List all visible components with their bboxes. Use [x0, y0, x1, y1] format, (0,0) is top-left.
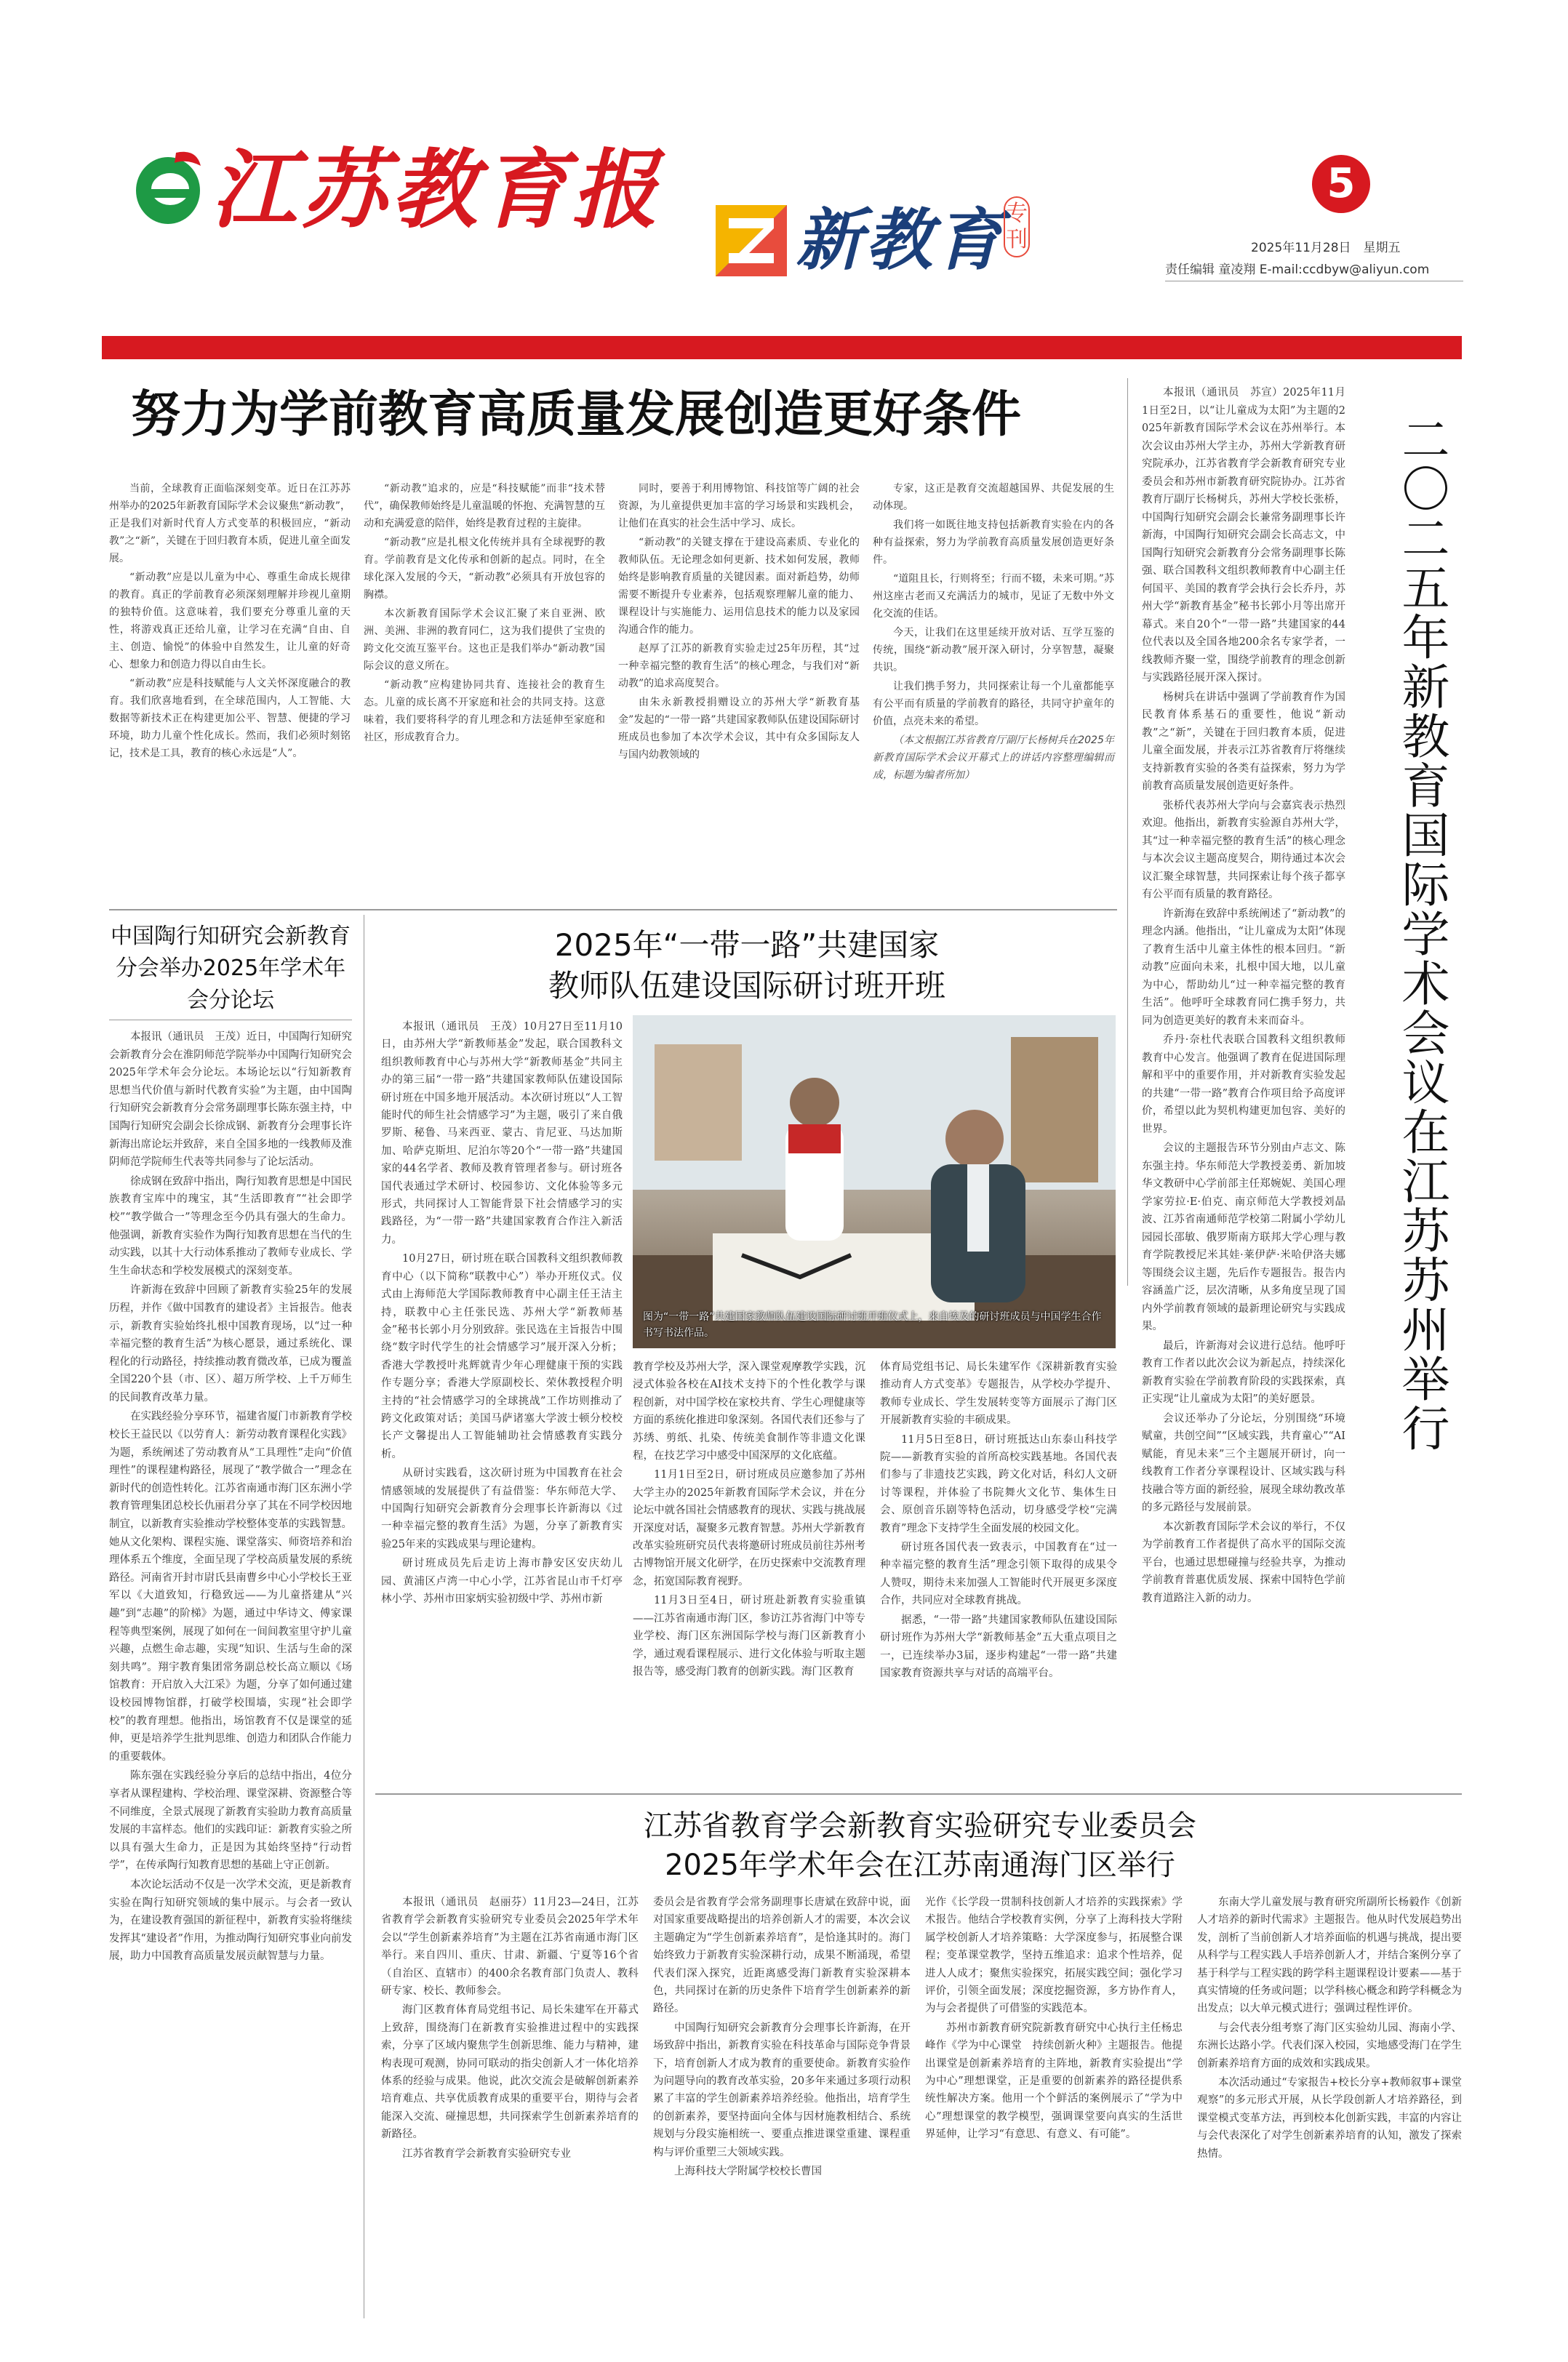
haimen-column-2: [653, 1894, 911, 2182]
haimen-headline-line2: 2025年学术年会在江苏南通海门区举行: [665, 1849, 1175, 1882]
belt-p5: 教育学校及苏州大学，深入课堂观摩教学实践，沉浸式体验各校在AI技术支持下的个性化教学与课程创新，对中国学校在家校共育、学生心理健康等方面的系统化推进印象深刻。各国代表们还参与了苏绣、剪纸、扎染、传统美食制作等非遗文化课程，在技艺学习中感受中国深厚的文化底蕴。: [633, 1361, 865, 1462]
belt-photo-illustration: [633, 1015, 1116, 1348]
forum-p2: 徐成钢在致辞中指出，陶行知教育思想是中国民族教育宝库中的瑰宝，其“生活即教育”“社会即学校”“教学做合一”等理念至今仍具有强大的生命力。他强调，新教育实验作为陶行知教育思想在当代的生动实践，以其十大行动体系推动了教师专业成长、学生生命状态和学校发展模式的深刻变革。: [109, 1175, 352, 1277]
e-logo-icon: [132, 147, 204, 228]
divider-lead-bottom: [109, 909, 1117, 910]
belt-column-3: [880, 1358, 1128, 1684]
haimen-c4-p1: 东南大学儿童发展与教育研究所副所长杨毅作《创新人才培养的新时代需求》主题报告。他从时代发展趋势出发，剖析了当前创新人才培养面临的机遇与挑战，提出要从科学与工程实践人手培养创新人才，并结合案例分享了基于科学与工程实践的跨学科主题课程设计要素——基于真实情境的任务或问题；以学科核心概念和跨学科概念为出发点；以大单元模式进行；强调过程性评价。: [1197, 1897, 1462, 2015]
lead-c4-p5: 让我们携手努力，共同探索让每一个儿童都能享有公平而有质量的学前教育的路径，共同守护童年的价值，点亮未来的希望。: [873, 681, 1114, 727]
lead-editor-note: （本文根据江苏省教育厅副厅长杨树兵在2025年新教育国际学术会议开幕式上的讲话内容整理编辑而成，标题为编者所加）: [873, 734, 1114, 781]
meeting-p4: 许新海在致辞中系统阐述了“新动教”的理念内涵。他指出，“让儿童成为太阳”体现了教育生活中儿童主体性的根本回归。“新动教”应面向未来，扎根中国大地，以儿童为中心，帮助幼儿“过一种幸福完整的教育生活”。他呼吁全球教育同仁携手努力，共同为创造更美好的教育未来而奋斗。: [1142, 908, 1345, 1027]
lead-c4-p2: 我们将一如既往地支持包括新教育实验在内的各种有益探索，努力为学前教育高质量发展创造更好条件。: [873, 519, 1114, 566]
belt-headline-line1: 2025年“一带一路”共建国家: [554, 927, 940, 963]
lead-c2-p4: “新动教”应构建协同共育、连接社会的教育生态。儿童的成长离不开家庭和社会的共同支持。这意味着，我们要将科学的育儿理念和方法延伸至家庭和社区，形成教育合力。: [364, 679, 605, 743]
lead-column-3: [618, 480, 860, 765]
belt-p10: 研讨班各国代表一致表示，中国教育在“过一种幸福完整的教育生活”理念引领下取得的成果令人赞叹，期待未来加强人工智能时代开展更多深度合作，共同应对全球教育挑战。: [880, 1542, 1117, 1607]
forum-p6: 本次论坛活动不仅是一次学术交流，更是新教育实验在陶行知研究领域的集中展示。与会者一致认为，在建设教育强国的新征程中，新教育实验将继续发挥其“建设者”作用，为推动陶行知研究事业向前发展，助力中国教育高质量发展贡献智慧与力量。: [109, 1878, 352, 1963]
belt-p6: 11月1日至2日，研讨班成员应邀参加了苏州大学主办的2025年新教育国际学术会议，并在分论坛中就各国社会情感教育的现状、实践与挑战展开深度对话，凝聚多元教育智慧。苏州大学新教育改革实验班研究员代表将邀研讨班成员前往苏州考古博物馆开展文化研学，在历史探索中交流教育理念，拓宽国际教育视野。: [633, 1469, 865, 1588]
belt-p7: 11月3日至4日，研讨班赴新教育实验重镇——江苏省南通市海门区，参访江苏省海门中等专业学校、海门区东洲国际学校与海门区新教育小学，通过观看课程展示、进行文化体验与听取主题报告等，感受海门教育的创新实践。海门区教育: [633, 1595, 865, 1678]
meeting-p7: 最后，许新海对会议进行总结。他呼吁教育工作者以此次会议为新起点，持续深化新教育实验在学前教育阶段的实践探索，真正实现“让儿童成为太阳”的美好愿景。: [1142, 1340, 1345, 1405]
page-number-badge: [1312, 155, 1370, 213]
haimen-c4-p3: 本次活动通过“专家报告+校长分享+教师叙事+课堂观察”的多元形式开展，从长学段创新人才培养路径，到课堂模式变革方法，再到校本化创新实践，丰富的内容让与会代表深化了对学生创新素养培育的认知，激发了探索热情。: [1197, 2077, 1462, 2160]
haimen-headline-line1: 江苏省教育学会新教育实验研究专业委员会: [644, 1809, 1196, 1843]
forum-p1: 本报讯（通讯员 王茂）近日，中国陶行知研究会新教育分会在淮阴师范学院举办中国陶行知研究会2025年学术年会分论坛。本场论坛以“行知新教育思想当代价值与新时代教育实验”为主题，由中国陶行知研究会新教育分会常务副理事长陈东强主持，中国陶行知研究会副会长徐成钢、新教育分会理事长许新海出席论坛并致辞，来自全国多地的一线教师及淮阴师范学院师生代表等共同参与了论坛活动。: [109, 1031, 352, 1169]
forum-p5: 陈东强在实践经验分享后的总结中指出，4位分享者从课程建构、学校治理、课堂深耕、资源整合等不同维度，全景式展现了新教育实验助力教育高质量发展的丰富样态。他们的实践印证：新教育实验之所以具有强大生命力，正是因为其始终坚持“行动哲学”，在传承陶行知教育思想的基础上守正创新。: [109, 1770, 352, 1872]
meeting-p5: 乔丹·奈杜代表联合国教科文组织教师教育中心发言。他强调了教育在促进国际理解和平中的重要作用，并对新教育实验发起的共建“一带一路”教育合作项目给予高度评价，希望以此为契机构建更加包容、美好的世界。: [1142, 1034, 1345, 1135]
belt-photo-caption: 图为“一带一路”共建国家教师队伍建设国际研讨班开班仪式上，来自埃及的研讨班成员与中国学生合作书写书法作品。: [643, 1311, 1102, 1339]
forum-p3: 许新海在致辞中回顾了新教育实验25年的发展历程，并作《做中国教育的建设者》主旨报告。他表示，新教育实验始终扎根中国教育现场，以“过一种幸福完整的教育生活”为核心愿景，通过系统化、课程化的行动路径，持续推动教育微改革，已成为覆盖全国220个县（市、区）、超万所学校、上千万师生的民间教育改革力量。: [109, 1284, 352, 1404]
meeting-body: [1142, 384, 1345, 1609]
lead-c3-p3: 赵厚了江苏的新教育实验走过25年历程，其“过一种幸福完整的教育生活”的核心理念，与我们对“新动教”的追求高度契合。: [618, 643, 860, 689]
haimen-column-3: [925, 1894, 1183, 2145]
belt-column-2: [633, 1358, 865, 1682]
lead-c4-p1: 专家，这正是教育交流超越国界、共促发展的生动体现。: [873, 483, 1114, 512]
haimen-c2-p3: 上海科技大学附属学校校长曹国: [674, 2166, 822, 2178]
meeting-p6: 会议的主题报告环节分别由卢志文、陈东强主持。华东师范大学教授姜勇、新加坡华文教研中心学前部主任郑婉妮、美国心理学家劳拉·E·伯克、南京师范大学教授刘晶波、江苏省南通师范学校第二附属小学幼儿园园长邵敏、俄罗斯南方联邦大学心理与教育学院教授尼米其娃·莱伊萨·米哈伊洛夫娜等围绕会议主题，先后作专题报告。报告内容涵盖广泛，层次清晰，从多角度呈现了国内外学前教育领域的最新理论研究与实践成果。: [1142, 1142, 1345, 1332]
belt-p11: 据悉，“一带一路”共建国家教师队伍建设国际研讨班作为苏州大学“新教师基金”五大重点项目之一，已连续举办3届，逐步构建起“一带一路”共建国家教育资源共享与对话的高端平台。: [880, 1614, 1117, 1679]
forum-headline: [109, 921, 352, 1017]
haimen-c3-p2: 苏州市新教育研究院新教育研究中心执行主任杨忠峰作《学为中心课堂 持续创新火种》主题报告。他提出课堂是创新素养培育的主阵地，新教育实验提出“学为中心”理想课堂，正是重要的创新素养的路径提供系统性解决方案。他用一个个鲜活的案例展示了“学为中心”理想课堂的教学模型，强调课堂要向真实的生活世界延伸，让学习“有意思、有意义、有可能”。: [925, 2022, 1183, 2141]
divider-right-column: [1127, 378, 1128, 1286]
forum-body: [109, 1028, 352, 1967]
meeting-p8: 会议还举办了分论坛，分别围绕“环境赋童，共创空间”“区域实践，共育童心”“AI赋能，育见未来”三个主题展开研讨，向一线教育工作者分享课程设计、区域实践与科技融合等方面的新经验，展现全球幼教改革的多元路径与发展前景。: [1142, 1412, 1345, 1513]
belt-p2: 10月27日，研讨班在联合国教科文组织教师教育中心（以下简称“联教中心”）举办开班仪式。仪式由上海师范大学国际教师教育中心副主任王洁主持，联教中心主任张民选、苏州大学“新教师基金”秘书长郭小月分别致辞。张民选在主旨报告中围绕“数字时代学生的社会情感学习”展开深入分析；香港大学教授叶兆辉就青少年心理健康干预的实践作专题分享；香港大学原副校长、荣休教授程介明主持的“社会情感学习的全球挑战”工作坊则推动了跨文化政策对话；美国马萨诸塞大学波士顿分校校长产文馨提出人工智能辅助社会情感教育实践分析。: [381, 1253, 623, 1460]
haimen-column-1: [381, 1894, 639, 2164]
lead-c4-p4: 今天，让我们在这里延续开放对话、互学互鉴的传统，围绕“新动教”展开深入研讨，分享智慧，凝聚共识。: [873, 627, 1114, 673]
lead-c1-p2: “新动教”应是以儿童为中心、尊重生命成长规律的教育。真正的学前教育必须深刻理解并珍视儿童期的独特价值。这意味着，我们要充分尊重儿童的天性，将游戏真正还给儿童，让学习在充满“自由、自主、创造、愉悦”的体验中自然发生，让儿童的好奇心、想象力和创造力得以自由生长。: [109, 572, 351, 670]
lead-c3-p4: 由朱永新教授捐赠设立的苏州大学“新教育基金”发起的“一带一路”共建国家教师队伍建设国际研讨班成员也参加了本次学术会议，其中有众多国际友人与国内幼教领域的: [618, 697, 860, 761]
forum-p4: 在实践经验分享环节，福建省厦门市新教育学校校长王益民以《以劳育人：新劳动教育课程化实践》为题，系统阐述了劳动教育从“工具理性”走向“价值理性”的课程建构路径，展现了“教学做合一”理念在新时代的创造性转化。江苏省南通市海门区东洲小学教育管理集团总校长仇丽君分享了其在不同学校因地制宜，以新教育实验推动学校整体变革的实践智慧。她从文化架构、课程实施、课堂落实、师资培养和治理体系五个维度，全面呈现了学校高质量发展的系统路径。河南省开封市尉氏县南曹乡中心小学校长王亚军以《大道致知，行稳致远——为儿童搭建从“兴趣”到“志趣”的阶梯》为题，通过中华诗文、傅家课程等典型案例，展现了如何在一间间教室里守护儿童兴趣，点燃生命志趣，实现“知识、生活与生命的深刻共鸣”。翔宇教育集团常务副总校长高立顺以《场馆教育：开启放入大江采》为题，分享了如何通过建设校园博物馆群，打破学校围墙，实现“社会即学校”的教育理想。他指出，场馆教育不仅是课堂的延伸，更是培养学生批判思维、创造力和团队合作能力的重要载体。: [109, 1411, 352, 1763]
belt-p3: 从研讨实践看，这次研讨班为中国教育在社会情感领域的发展提供了有益借鉴：华东师范大学、中国陶行知研究会新教育分会理事长许新海以《过一种幸福完整的教育生活》为题，分享了新教育实验25年来的实践成果与理论建构。: [381, 1468, 623, 1550]
belt-p8: 体育局党组书记、局长朱建军作《深耕新教育实验 推动育人方式变革》专题报告，从学校办学提升、教师专业成长、学生发展转变等方面展示了海门区开展新教育实验的丰硕成果。: [880, 1361, 1128, 1427]
masthead: [0, 0, 1568, 342]
belt-p1: 本报讯（通讯员 王茂）10月27日至11月10日，由苏州大学“新教师基金”发起，联合国教科文组织教师教育中心与苏州大学“新教师基金”共同主办的第三届“一带一路”共建国家教师队伍建设国际研讨班在中国多地开展活动。本次研讨班以“人工智能时代的师生社会情感学习”为主题，吸引了来自俄罗斯、秘鲁、马来西亚、蒙古、肯尼亚、马达加斯加、哈萨克斯坦、尼泊尔等20个“一带一路”共建国家的44名学者、教师及教育管理者参与。研讨班各国代表通过学术研讨、校园参访、文化体验等多元形式，共同探讨人工智能背景下社会情感学习的实践路径，为“一带一路”共建国家教育合作注入新活力。: [381, 1021, 623, 1246]
belt-headline-line2: 教师队伍建设国际研讨班开班: [548, 968, 945, 1004]
lead-c1-p1: 当前，全球教育正面临深刻变革。近日在江苏苏州举办的2025年新教育国际学术会议聚焦“新动教”，正是我们对新时代育人方式变革的积极回应，“新动教”之“新”，关键在于回归教育本质，促进儿童全面发展。: [109, 483, 351, 564]
supplement-title: 新教育: [796, 201, 1006, 279]
forum-headline-text: 中国陶行知研究会新教育分会举办2025年学术年会分论坛: [111, 924, 351, 1013]
lead-column-2: [364, 480, 605, 748]
haimen-headline: [378, 1806, 1462, 1885]
haimen-c1-p2: 海门区教育体育局党组书记、局长朱建军在开幕式上致辞，围绕海门在新教育实验推进过程中的实践探索，分享了区域内聚焦学生创新思维、能力与精神，建构表现可观测，协同可联动的指尖创新人才一体化培养体系的经验与成果。他说，此次交流会是破解创新素养培育难点、共享优质教育成果的重要平台，期待与会者能深入交流、碰撞思想，共同探索学生创新素养培育的新路径。: [381, 2004, 639, 2141]
meeting-p9: 本次新教育国际学术会议的举行，不仅为学前教育工作者提供了高水平的国际交流平台，也通过思想碰撞与经验共享，为推动学前教育普惠优质发展、探索中国特色学前教育道路注入新的动力。: [1142, 1521, 1345, 1604]
meeting-p1: 本报讯（通讯员 苏宣）2025年11月1日至2日，以“让儿童成为太阳”为主题的2025年新教育国际学术会议在苏州举行。本次会议由苏州大学主办，苏州大学新教育研究院承办，江苏省教育学会新教育研究专业委员会和苏州市新教育研究院协办。江苏省教育厅副厅长杨树兵，苏州大学校长张桥，中国陶行知研究会副会长兼常务副理事长许新海，中国陶行知研究会副会长高志文，中国陶行知研究会新教育分会常务副理事长陈强、联合国教科文组织教师教育中心副主任何国平、美国的教育学会执行会长乔丹，苏州大学“新教育基金”秘书长郭小月等出席开幕式。来自20个“一带一路”共建国家的44位代表以及全国各地200余名专家学者，一线教师齐聚一堂，围绕学前教育的理念创新与实践路径展开深入探讨。: [1142, 387, 1345, 684]
lead-column-4: [873, 480, 1114, 785]
meeting-p3: 张桥代表苏州大学向与会嘉宾表示热烈欢迎。他指出，新教育实验源自苏州大学，其“过一种幸福完整的教育生活”的核心理念与本次会议主题高度契合，期待通过本次会议汇聚全球智慧，共同探索让每个孩子都享有公平而有质量的教育路径。: [1142, 799, 1345, 900]
haimen-column-4: [1197, 1894, 1462, 2164]
lead-c2-p3: 本次新教育国际学术会议汇聚了来自亚洲、欧洲、美洲、非洲的教育同仁，这为我们提供了宝贵的跨文化交流互鉴平台。这也正是我们举办“新动教”国际会议的意义所在。: [364, 608, 605, 672]
haimen-c1-p1: 本报讯（通讯员 赵丽芬）11月23—24日，江苏省教育学会新教育实验研究专业委员会2025年学术年会以“学生创新素养培育”为主题在江苏省南通市海门区举行。来自四川、重庆、甘肃、新疆、宁夏等16个省（自治区、直辖市）的400余名教育部门负责人、教科研专家、校长、教师参会。: [381, 1897, 639, 1998]
lead-headline: 努力为学前教育高质量发展创造更好条件: [131, 386, 1022, 444]
lead-c3-p1: 同时，要善于利用博物馆、科技馆等广阔的社会资源，为儿童提供更加丰富的学习场景和实践机会，让他们在真实的社会生活中学习、成长。: [618, 483, 860, 529]
haimen-c1-p3: 江苏省教育学会新教育实验研究专业: [402, 2147, 571, 2160]
haimen-c2-p2: 中国陶行知研究会新教育分会理事长许新海，在开场致辞中指出，新教育实验在科技革命与国际竞争背景下，培育创新人才成为教育的重要使命。新教育实验作为问题导向的教育改革实验，20多年来通过多项行动积累了丰富的学生创新素养培养经验。他指出，培育学生的创新素养，要坚持面向全体与因材施教相结合、系统规划与分段实施相统一、要重点推进课堂重建、课程重构与评价重塑三大领域实践。: [653, 2022, 911, 2158]
issue-date: 2025年11月28日 星期五: [1251, 241, 1401, 255]
belt-column-1: [381, 1018, 623, 1609]
belt-photo: [633, 1015, 1116, 1348]
lead-c2-p1: “新动教”追求的，应是“科技赋能”而非“技术替代”，确保教师始终是儿童温暖的怀抱、充满智慧的互动和充满爱意的陪伴，始终是教育过程的主旋律。: [364, 483, 605, 529]
haimen-c3-p1: 光作《长学段一贯制科技创新人才培养的实践探索》学术报告。他结合学校教育实例，分享了上海科技大学附属学校创新人才培养策略：大学深度参与，拓展整合课程；变革课堂教学，坚持五维追求：追求个性培养，促进人人成才；聚焦实验探究，拓展实践空间；强化学习评价，引领全面发展；深度挖掘资源，多方协作育人，为与会者提供了可借鉴的实践范本。: [925, 1897, 1183, 2015]
page-number: 5: [1327, 160, 1356, 207]
belt-headline: [378, 925, 1116, 1006]
supplement-logo-icon: [716, 205, 787, 276]
haimen-c2-p1: 委员会是省教育学会常务副理事长唐斌在致辞中说，面对国家重要战略提出的培养创新人才的需要，本次会议主题确定为“学生创新素养培育”，是恰逢其时的。海门始终致力于新教育实验深耕行动，成果不断涌现，希望代表们深入探究，近距离感受海门新教育实验深耕本色，共同探讨在新的历史条件下培育学生创新素养的新路径。: [653, 1897, 911, 2015]
paper-name: 江苏教育报: [211, 139, 663, 240]
editor-info: 责任编辑 童凌翔 E-mail:ccdbyw@aliyun.com: [1165, 263, 1430, 277]
lead-column-1: [109, 480, 351, 764]
lead-c3-p2: “新动教”的关键支撑在于建设高素质、专业化的教师队伍。无论理念如何更新、技术如何发展，教师始终是影响教育质量的关键因素。面对新趋势，幼师需要不断提升专业素养，包括观察理解儿童的能力、课程设计与实施能力、运用信息技术的能力以及家园沟通合作的能力。: [618, 537, 860, 636]
belt-p9: 11月5日至8日，研讨班抵达山东泰山科技学院——新教育实验的首所高校实践基地。各国代表们参与了非遗技艺实践，跨文化对话，科幻人文研讨等课程，并体验了书院舞火文化节、集体生日会、原创音乐剧等特色活动，切身感受学校“完满教育”理念下支持学生全面发展的校园文化。: [880, 1433, 1117, 1534]
meeting-p2: 杨树兵在讲话中强调了学前教育作为国民教育体系基石的重要性，他说“新动教”之“新”，关键在于回归教育本质，促进儿童全面发展，并表示江苏省教育厅将继续支持新教育实验的各类有益探索，努力为学前教育高质量发展创造更好条件。: [1142, 691, 1345, 792]
red-banner-bar: [102, 336, 1462, 359]
lead-c1-p3: “新动教”应是科技赋能与人文关怀深度融合的教育。我们欣喜地看到，在全球范围内，人工智能、大数据等新技术正在构建更加公平、智慧、便捷的学习环境，助力儿童个性化成长。然而，我们必须时刻铭记，技术是工具，教育的核心永远是“人”。: [109, 678, 351, 759]
divider-belt-bottom: [375, 1793, 1462, 1795]
supplement-tag: 专刊: [1004, 196, 1030, 257]
haimen-c4-p2: 与会代表分组考察了海门区实验幼儿园、海南小学、东洲长达路小学。代表们深入校园，实地感受海门在学生创新素养培育方面的成效和实践成果。: [1197, 2022, 1462, 2070]
lead-c4-p3: “道阻且长，行则将至；行而不辍，未来可期。”苏州这座古老而又充满活力的城市，见证了无数中外文化交流的佳话。: [873, 573, 1114, 620]
meeting-headline: 二〇二五年新教育国际学术会议在江苏苏州举行: [1393, 415, 1449, 1453]
lead-c2-p2: “新动教”应是扎根文化传统并具有全球视野的教育。学前教育是文化传承和创新的起点。同时，在全球化深入发展的今天，“新动教”必须具有开放包容的胸襟。: [364, 537, 605, 601]
belt-p4: 研讨班成员先后走访上海市静安区安庆幼儿园、黄浦区卢湾一中心小学，江苏省昆山市千灯亭林小学、苏州市田家炳实验初级中学、苏州市新: [381, 1558, 623, 1605]
